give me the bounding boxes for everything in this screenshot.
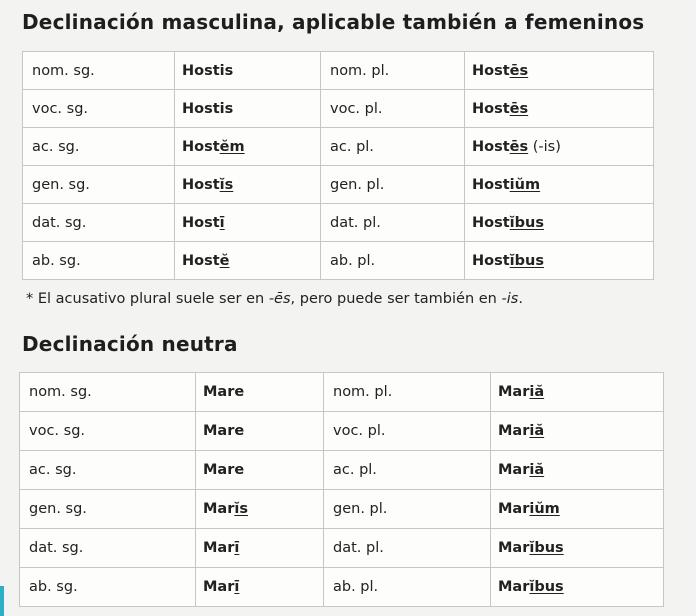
form-singular	[175, 204, 321, 242]
table-row	[23, 166, 654, 204]
form-singular	[196, 490, 324, 529]
case-label-singular: ac. sg.	[20, 451, 196, 490]
case-label-plural: ac. pl.	[321, 128, 465, 166]
footnote	[26, 291, 523, 307]
case-label-singular: voc. sg.	[23, 90, 175, 128]
form-plural	[465, 52, 654, 90]
ending: ēs	[509, 62, 529, 79]
stem: Mare	[203, 384, 245, 400]
ending: iă	[529, 462, 545, 478]
form-singular	[196, 451, 324, 490]
form-plural	[465, 166, 654, 204]
stem: Host	[472, 214, 510, 231]
form-plural	[465, 90, 654, 128]
stem: Mar	[498, 423, 530, 439]
form-plural	[491, 490, 664, 529]
case-label-plural: gen. pl.	[321, 166, 465, 204]
ending: ĕm	[219, 138, 245, 155]
stem: Host	[182, 252, 220, 269]
stem: Mar	[498, 462, 530, 478]
footnote-ending-es: -ēs	[268, 291, 291, 307]
table-row	[20, 490, 664, 529]
stem: Mar	[498, 501, 530, 517]
table-row	[20, 451, 664, 490]
case-label-plural: gen. pl.	[324, 490, 491, 529]
stem: Host	[182, 176, 220, 193]
stem: Host	[472, 176, 510, 193]
form-singular	[175, 90, 321, 128]
stem: Hostis	[182, 100, 234, 117]
ending: ēs	[509, 138, 529, 155]
table-row	[23, 128, 654, 166]
ending: iŭm	[529, 501, 560, 517]
stem: Mar	[203, 501, 235, 517]
case-label-singular: voc. sg.	[20, 412, 196, 451]
case-label-singular: dat. sg.	[20, 529, 196, 568]
section-title-neuter: Declinación neutra	[22, 332, 238, 356]
form-plural	[491, 451, 664, 490]
stem: Mar	[203, 579, 235, 595]
ending: iă	[529, 423, 545, 439]
form-singular	[196, 568, 324, 607]
ending: ĕ	[219, 252, 230, 269]
stem: Mar	[203, 540, 235, 556]
form-singular	[175, 242, 321, 280]
case-label-singular: nom. sg.	[20, 373, 196, 412]
ending: ĭbus	[529, 540, 564, 556]
ending: ēs	[509, 100, 529, 117]
table-row	[23, 204, 654, 242]
declension-table-masculine	[22, 51, 654, 280]
table-row	[20, 568, 664, 607]
form-plural	[465, 242, 654, 280]
edge-marker	[0, 586, 4, 616]
ending: ī	[234, 540, 240, 556]
case-label-plural: ab. pl.	[324, 568, 491, 607]
case-label-plural: ab. pl.	[321, 242, 465, 280]
table-row	[23, 52, 654, 90]
stem: Host	[472, 138, 510, 155]
case-label-singular: gen. sg.	[23, 166, 175, 204]
case-label-singular: ab. sg.	[23, 242, 175, 280]
section-title-masculine: Declinación masculina, aplicable también a femeninos	[22, 10, 645, 34]
ending: iă	[529, 384, 545, 400]
ending: ĭs	[234, 501, 248, 517]
ending: iŭm	[509, 176, 541, 193]
case-label-plural: nom. pl.	[321, 52, 465, 90]
form-singular	[196, 529, 324, 568]
form-singular	[175, 166, 321, 204]
form-plural	[491, 412, 664, 451]
ending: ĭbus	[509, 214, 544, 231]
stem: Host	[472, 100, 510, 117]
form-plural	[465, 204, 654, 242]
case-label-plural: dat. pl.	[324, 529, 491, 568]
footnote-ending-is: -is	[501, 291, 519, 307]
declension-table-neuter	[19, 372, 664, 607]
case-label-singular: ac. sg.	[23, 128, 175, 166]
case-label-plural: voc. pl.	[321, 90, 465, 128]
stem: Host	[472, 62, 510, 79]
stem: Mar	[498, 540, 530, 556]
table-row	[23, 242, 654, 280]
table-row	[23, 90, 654, 128]
stem: Mare	[203, 423, 245, 439]
stem: Hostis	[182, 62, 234, 79]
case-label-singular: dat. sg.	[23, 204, 175, 242]
form-plural	[491, 373, 664, 412]
ending: ĭs	[219, 176, 234, 193]
ending: ĭbus	[509, 252, 544, 269]
case-label-singular: nom. sg.	[23, 52, 175, 90]
case-label-plural: voc. pl.	[324, 412, 491, 451]
table-row	[20, 373, 664, 412]
ending: ī	[234, 579, 240, 595]
stem: Mar	[498, 579, 530, 595]
case-label-plural: ac. pl.	[324, 451, 491, 490]
footnote-prefix: * El acusativo plural suele ser en	[26, 291, 269, 307]
table-row	[20, 412, 664, 451]
ending-variant: (-is)	[528, 138, 561, 155]
stem: Mar	[498, 384, 530, 400]
case-label-singular: gen. sg.	[20, 490, 196, 529]
table-row	[20, 529, 664, 568]
case-label-plural: dat. pl.	[321, 204, 465, 242]
form-plural	[465, 128, 654, 166]
case-label-plural: nom. pl.	[324, 373, 491, 412]
stem: Host	[472, 252, 510, 269]
form-singular	[175, 52, 321, 90]
footnote-middle: , pero puede ser también en	[290, 291, 502, 307]
stem: Mare	[203, 462, 245, 478]
form-singular	[196, 412, 324, 451]
case-label-singular: ab. sg.	[20, 568, 196, 607]
form-plural	[491, 529, 664, 568]
stem: Host	[182, 138, 220, 155]
ending: ĭbus	[529, 579, 564, 595]
form-singular	[175, 128, 321, 166]
form-plural	[491, 568, 664, 607]
ending: ī	[219, 214, 225, 231]
form-singular	[196, 373, 324, 412]
footnote-suffix: .	[518, 291, 523, 307]
stem: Host	[182, 214, 220, 231]
